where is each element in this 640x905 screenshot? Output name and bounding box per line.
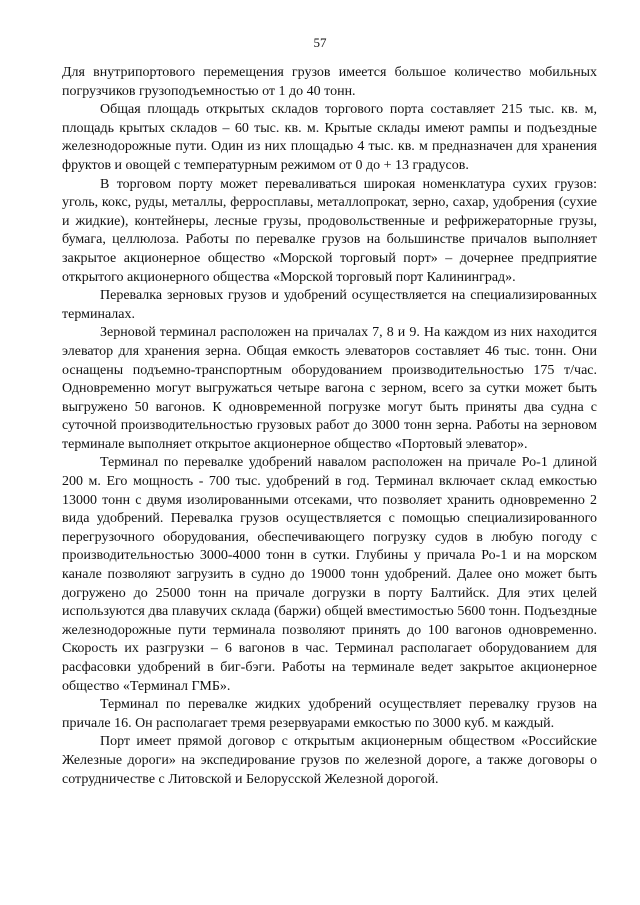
paragraph: Порт имеет прямой договор с открытым акционерным обществом «Российские Железные дороги» на экспедирование грузов по железной дороге, а также договоры о сотрудничестве с Литовской и Белорусской Железной дорогой. — [62, 734, 597, 787]
paragraph: Терминал по перевалке жидких удобрений осуществляет перевалку грузов на причале 16. Он располагает тремя резервуарами емкостью по 3000 куб. м каждый. — [62, 697, 597, 731]
paragraph: Зерновой терминал расположен на причалах 7, 8 и 9. На каждом из них находится элеватор для хранения зерна. Общая емкость элеваторов составляет 46 тыс. тонн. Они оснащены подъемно-транспортным оборудованием производительностью 175 т/час. Одновременно могут выгружаться четыре вагона с зерном, всего за сутки может быть выгружено 50 вагонов. К одновременной погрузке могут быть приняты два судна с суточной производительностью грузовых работ до 3000 тонн зерна. Работы на зерновом терминале выполняет открытое акционерное общество «Портовый элеватор». — [62, 325, 597, 452]
paragraph: Для внутрипортового перемещения грузов имеется большое количество мобильных погрузчиков грузоподъемностью от 1 до 40 тонн. — [62, 65, 597, 99]
paragraph: Перевалка зерновых грузов и удобрений осуществляется на специализированных терминалах. — [62, 288, 597, 322]
paragraph: Терминал по перевалке удобрений навалом расположен на причале Ро-1 длиной 200 м. Его мощность - 700 тыс. удобрений в год. Терминал включает склад емкостью 13000 тонн с двумя изолированными отсеками, что позволяет хранить одновременно 2 вида удобрений. Перевалка грузов осуществляется с помощью специализированного перегрузочного оборудования, обеспечивающего погрузку судов в любую погоду с производительностью 3000-4000 тонн в сутки. Глубины у причала Ро-1 и на морском канале позволяют загрузить в судно до 19000 тонн удобрений. Далее оно может быть догружено до 25000 тонн на причале догрузки в порту Балтийск. Для этих целей используются два плавучих склада (баржи) общей вместимостью 5600 тонн. Подъездные железнодорожные пути терминала позволяют принять до 100 вагонов одновременно. Скорость их разгрузки – 6 вагонов в час. Терминал располагает оборудованием для расфасовки удобрений в биг-бэги. Работы на терминале ведет закрытое акционерное общество «Терминал ГМБ». — [62, 455, 597, 694]
paragraph: В торговом порту может переваливаться широкая номенклатура сухих грузов: уголь, кокс, руды, металлы, ферросплавы, металлопрокат, зерно, сахар, удобрения (сухие и жидкие), контейнеры, лесные грузы, продовольственные и рефрижераторные грузы, бумага, целлюлоза. Работы по перевалке грузов на большинстве причалов выполняет закрытое акционерное общество «Морской торговый порт» – дочернее предприятие открытого акционерного общества «Морской торговый порт Калининград». — [62, 176, 597, 285]
document-body — [62, 64, 597, 789]
page-number: 57 — [313, 35, 327, 50]
paragraph: Общая площадь открытых складов торгового порта составляет 215 тыс. кв. м, площадь крытых складов – 60 тыс. кв. м. Крытые склады имеют рампы и подъездные железнодорожные пути. Один из них площадью 4 тыс. кв. м предназначен для хранения фруктов и овощей с температурным режимом от 0 до + 13 градусов. — [62, 102, 597, 173]
